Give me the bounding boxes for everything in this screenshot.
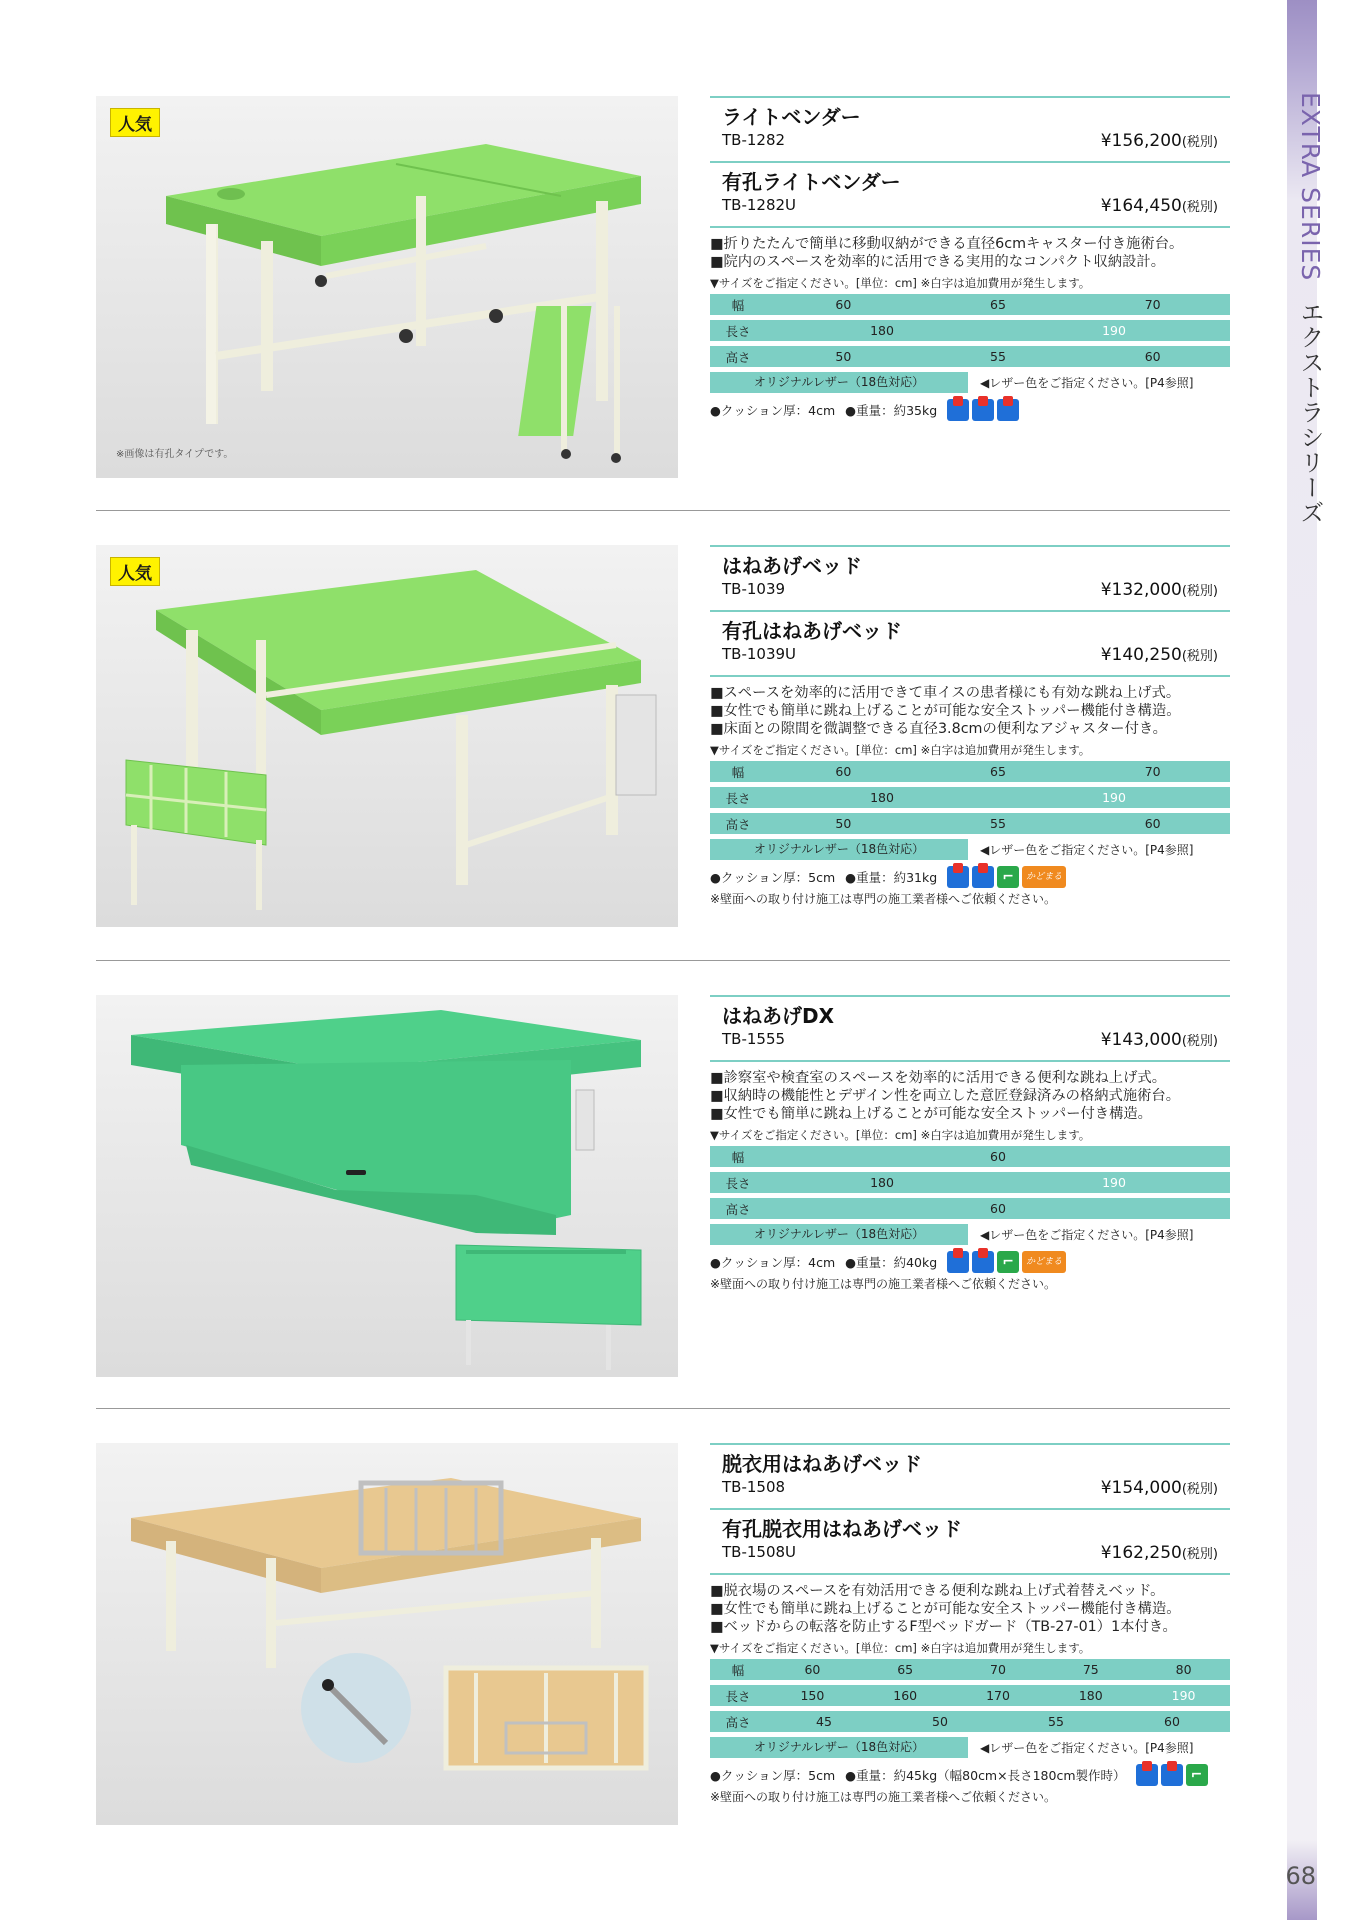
product-description xyxy=(710,226,1230,271)
desc-line: ■折りたたんで簡単に移動収納ができる直径6cmキャスター付き施術台。 xyxy=(710,236,1184,252)
size-row-height: 高さ 60 xyxy=(710,1198,1230,1219)
spec-line xyxy=(710,1764,1230,1786)
size-row-height: 高さ 50 55 60 xyxy=(710,813,1230,834)
product-entry xyxy=(710,161,1230,226)
product-price: ¥164,450(税別) xyxy=(1100,196,1218,216)
size-row-length: 長さ 180 190 xyxy=(710,787,1230,808)
product-info xyxy=(710,545,1230,907)
size-row-length: 長さ 180 190 xyxy=(710,320,1230,341)
section-divider xyxy=(96,510,1230,511)
size-note: ▼サイズをご指定ください。[単位：cm] ※白字は追加費用が発生します。 xyxy=(710,743,1091,757)
weight-spec: ●重量：約35kg xyxy=(845,403,938,418)
product-photo xyxy=(96,545,678,927)
product-description xyxy=(710,675,1230,738)
product-price: ¥132,000(税別) xyxy=(1100,580,1218,600)
product-name: はねあげベッド xyxy=(722,554,862,578)
popular-badge: 人気 xyxy=(110,557,160,586)
product-code: TB-1555 xyxy=(722,1030,786,1048)
weight-spec: ●重量：約45kg（幅80cm×長さ180cm製作時） xyxy=(845,1768,1126,1783)
product-description xyxy=(710,1060,1230,1123)
product-entry xyxy=(710,96,1230,161)
desc-line: ■女性でも簡単に跳ね上げることが可能な安全ストッパー付き構造。 xyxy=(710,1106,1152,1122)
size-note: ▼サイズをご指定ください。[単位：cm] ※白字は追加費用が発生します。 xyxy=(710,1641,1091,1655)
product-photo xyxy=(96,1443,678,1825)
size-row-width: 幅 60 65 70 75 80 xyxy=(710,1659,1230,1680)
product-photo xyxy=(96,96,678,478)
shipping-box-icon xyxy=(997,399,1019,421)
desc-line: ■収納時の機能性とデザイン性を両立した意匠登録済みの格納式施術台。 xyxy=(710,1088,1181,1104)
product-code: TB-1282 xyxy=(722,131,786,149)
size-row-height: 高さ 50 55 60 xyxy=(710,346,1230,367)
size-note: ▼サイズをご指定ください。[単位：cm] ※白字は追加費用が発生します。 xyxy=(710,276,1091,290)
size-table xyxy=(710,761,1230,834)
shipping-box-icon xyxy=(1161,1764,1183,1786)
desc-line: ■女性でも簡単に跳ね上げることが可能な安全ストッパー機能付き構造。 xyxy=(710,703,1181,719)
shipping-box-icon xyxy=(972,866,994,888)
size-row-width: 幅 60 xyxy=(710,1146,1230,1167)
page-number: 68 xyxy=(1285,1862,1316,1890)
lock-icon: ⌐ xyxy=(997,1251,1019,1273)
desc-line: ■スペースを効率的に活用できて車イスの患者様にも有効な跳ね上げ式。 xyxy=(710,685,1181,701)
product-photo xyxy=(96,995,678,1377)
lock-icon: ⌐ xyxy=(997,866,1019,888)
shipping-box-icon xyxy=(972,399,994,421)
product-code: TB-1039 xyxy=(722,580,786,598)
product-description xyxy=(710,1573,1230,1636)
shipping-box-icon xyxy=(947,399,969,421)
desc-line: ■脱衣場のスペースを有効活用できる便利な跳ね上げ式着替えベッド。 xyxy=(710,1583,1165,1599)
series-title-jp: エクストラシリーズ xyxy=(1296,300,1324,526)
product-entry xyxy=(710,995,1230,1060)
desc-line: ■床面との隙間を微調整できる直径3.8cmの便利なアジャスター付き。 xyxy=(710,721,1167,737)
product-code: TB-1039U xyxy=(722,645,797,663)
product-price: ¥143,000(税別) xyxy=(1100,1030,1218,1050)
size-table xyxy=(710,1659,1230,1732)
product-price: ¥156,200(税別) xyxy=(1100,131,1218,151)
spec-line xyxy=(710,866,1230,888)
series-title xyxy=(1280,92,1328,526)
size-row-length: 長さ 180 190 xyxy=(710,1172,1230,1193)
product-name: 有孔はねあげベッド xyxy=(722,619,902,643)
product-entry xyxy=(710,1443,1230,1508)
size-row-width: 幅 60 65 70 xyxy=(710,761,1230,782)
size-table xyxy=(710,294,1230,367)
product-price: ¥154,000(税別) xyxy=(1100,1478,1218,1498)
cushion-spec: ●クッション厚：5cm xyxy=(710,1768,836,1783)
leather-option: オリジナルレザー（18色対応） ◀レザー色をご指定ください。[P4参照] xyxy=(710,839,1230,860)
spec-line xyxy=(710,1251,1230,1273)
rounded-corner-icon: かどまる xyxy=(1022,1251,1066,1273)
photo-note: ※画像は有孔タイプです。 xyxy=(116,449,234,460)
size-table xyxy=(710,1146,1230,1219)
product-name: ライトベンダー xyxy=(722,105,861,129)
product-price: ¥162,250(税別) xyxy=(1100,1543,1218,1563)
product-info xyxy=(710,1443,1230,1805)
shipping-box-icon xyxy=(1136,1764,1158,1786)
desc-line: ■ベッドからの転落を防止するF型ベッドガード（TB-27-01）1本付き。 xyxy=(710,1619,1177,1635)
product-code: TB-1508U xyxy=(722,1543,797,1561)
weight-spec: ●重量：約40kg xyxy=(845,1255,938,1270)
section-divider xyxy=(96,960,1230,961)
desc-line: ■院内のスペースを効率的に活用できる実用的なコンパクト収納設計。 xyxy=(710,254,1165,270)
shipping-box-icon xyxy=(947,1251,969,1273)
size-row-length: 長さ 150 160 170 180 190 xyxy=(710,1685,1230,1706)
wall-install-note: ※壁面への取り付け施工は専門の施工業者様へご依頼ください。 xyxy=(710,1277,1057,1291)
product-section-datsui-bed xyxy=(96,1443,1230,1825)
section-divider xyxy=(96,1408,1230,1409)
wall-install-note: ※壁面への取り付け施工は専門の施工業者様へご依頼ください。 xyxy=(710,1790,1057,1804)
weight-spec: ●重量：約31kg xyxy=(845,870,938,885)
product-name: 有孔脱衣用はねあげベッド xyxy=(722,1517,962,1541)
size-row-width: 幅 60 65 70 xyxy=(710,294,1230,315)
series-title-en: EXTRA SERIES xyxy=(1296,92,1325,282)
shipping-box-icon xyxy=(947,866,969,888)
shipping-box-icon xyxy=(972,1251,994,1273)
cushion-spec: ●クッション厚：4cm xyxy=(710,403,836,418)
product-entry xyxy=(710,610,1230,675)
product-code: TB-1282U xyxy=(722,196,797,214)
product-price: ¥140,250(税別) xyxy=(1100,645,1218,665)
leather-option: オリジナルレザー（18色対応） ◀レザー色をご指定ください。[P4参照] xyxy=(710,372,1230,393)
desc-line: ■女性でも簡単に跳ね上げることが可能な安全ストッパー機能付き構造。 xyxy=(710,1601,1181,1617)
product-code: TB-1508 xyxy=(722,1478,786,1496)
desc-line: ■診察室や検査室のスペースを効率的に活用できる便利な跳ね上げ式。 xyxy=(710,1070,1166,1086)
popular-badge: 人気 xyxy=(110,108,160,137)
product-entry xyxy=(710,1508,1230,1573)
product-section-light-bender xyxy=(96,96,1230,478)
product-name: はねあげDX xyxy=(722,1004,835,1028)
product-entry xyxy=(710,545,1230,610)
cushion-spec: ●クッション厚：5cm xyxy=(710,870,836,885)
lock-icon: ⌐ xyxy=(1186,1764,1208,1786)
leather-option: オリジナルレザー（18色対応） ◀レザー色をご指定ください。[P4参照] xyxy=(710,1737,1230,1758)
product-info xyxy=(710,995,1230,1292)
rounded-corner-icon: かどまる xyxy=(1022,866,1066,888)
size-note: ▼サイズをご指定ください。[単位：cm] ※白字は追加費用が発生します。 xyxy=(710,1128,1091,1142)
product-name: 脱衣用はねあげベッド xyxy=(722,1452,922,1476)
size-row-height: 高さ 45 50 55 60 xyxy=(710,1711,1230,1732)
leather-option: オリジナルレザー（18色対応） ◀レザー色をご指定ください。[P4参照] xyxy=(710,1224,1230,1245)
wall-install-note: ※壁面への取り付け施工は専門の施工業者様へご依頼ください。 xyxy=(710,892,1057,906)
product-info xyxy=(710,96,1230,421)
spec-line xyxy=(710,399,1230,421)
product-name: 有孔ライトベンダー xyxy=(722,170,901,194)
cushion-spec: ●クッション厚：4cm xyxy=(710,1255,836,1270)
product-section-haneage-bed xyxy=(96,545,1230,927)
product-section-haneage-dx xyxy=(96,995,1230,1377)
